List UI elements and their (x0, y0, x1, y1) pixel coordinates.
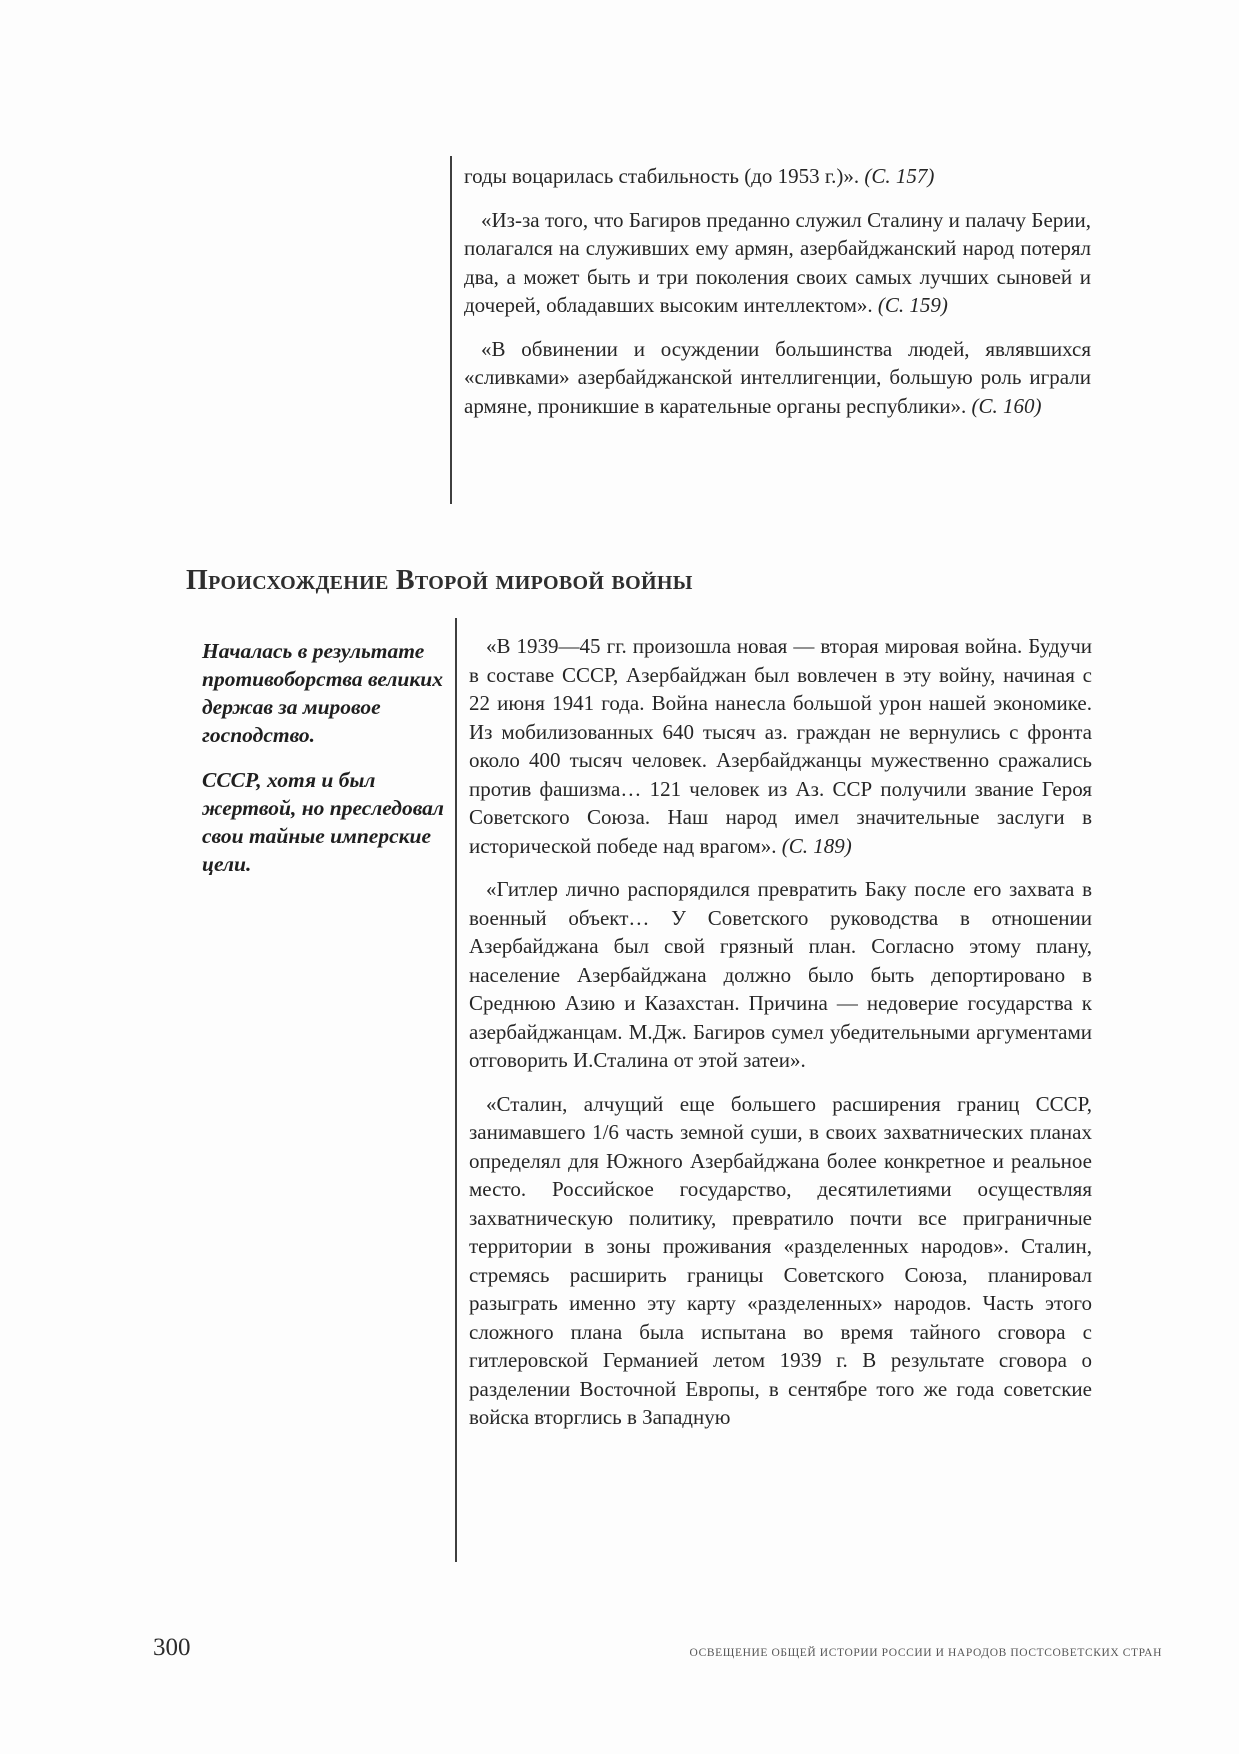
paragraph (202, 637, 452, 749)
paragraph (469, 1090, 1092, 1432)
page-citation: (С. 159) (877, 293, 948, 317)
quote-block-main (455, 618, 1092, 1562)
page-citation: (С. 160) (971, 393, 1042, 418)
paragraph (464, 206, 1091, 320)
paragraph (202, 766, 452, 878)
paragraph-text: СССР, хотя и был жертвой, но преследовал свои тайные имперские цели. (202, 768, 444, 876)
paragraph-text: Началась в результате противоборства великих держав за мировое господство. (202, 639, 443, 747)
page-citation: (С. 157) (864, 164, 935, 188)
quote-block-continuation (450, 156, 1091, 504)
running-footer: ОСВЕЩЕНИЕ ОБЩЕЙ ИСТОРИИ РОССИИ И НАРОДОВ ПОСТСОВЕТСКИХ СТРАН (689, 1647, 1162, 1659)
paragraph-text: годы воцарилась стабильность (до 1953 г.)». (464, 164, 860, 188)
paragraph-text: «Из-за того, что Багиров преданно служил Сталину и палачу Берии, полагался на служивших ему армян, азербайджанский народ потерял два, а может быть и три поколения своих самых лучших сыновей и дочерей, обладавших высоким интеллектом». (464, 207, 1091, 317)
margin-note (202, 637, 452, 878)
paragraph-text: «Сталин, алчущий еще большего расширения границ СССР, занимавшего 1/6 часть земной суши, в своих захватнических планах определял для Южного Азербайджана более конкретное и реальное место. Российское государство, десятилетиями осуществляя захватническую политику, превратило почти все приграничные территории в зоны проживания «разделенных народов». Сталин, стремясь расширить границы Советского Союза, планировал разыграть именно эту карту «разделенных» народов. Часть этого сложного плана была испытана во время тайного сговора с гитлеровской Германией летом 1939 г. В результате сговора о разделении Восточной Европы, в сентябре того же года советские войска вторглись в Западную (469, 1091, 1092, 1429)
paragraph (464, 335, 1091, 421)
page-citation: (С. 189) (781, 833, 852, 858)
paragraph (469, 875, 1092, 1075)
section-heading: Происхождение Второй мировой войны (186, 565, 693, 596)
page-number: 300 (153, 1634, 191, 1661)
paragraph-text: «В 1939—45 гг. произошла новая — вторая мировая война. Будучи в составе СССР, Азербайджан был вовлечен в эту войну, начиная с 22 июня 1941 года. Война нанесла большой урон нашей экономике. Из мобилизованных 640 тысяч аз. граждан не вернулись с фронта около 400 тысяч человек. Азербайджанцы мужественно сражались против фашизма… 121 человек из Аз. ССР получили звание Героя Советского Союза. Наш народ имел значительные заслуги в исторической победе над врагом». (469, 634, 1092, 858)
paragraph (464, 162, 1091, 191)
paragraph-text: «В обвинении и осуждении большинства людей, являвшихся «сливками» азербайджанской интеллигенции, большую роль играли армяне, проникшие в карательные органы республики». (464, 336, 1091, 418)
paragraph-text: «Гитлер лично распорядился превратить Баку после его захвата в военный объект… У Советского руководства в отношении Азербайджана был свой грязный план. Согласно этому плану, население Азербайджана должно было быть депортировано в Среднюю Азию и Казахстан. Причина — недоверие государства к азербайджанцам. М.Дж. Багиров сумел убедительными аргументами отговорить И.Сталина от этой затеи». (469, 877, 1092, 1072)
paragraph (469, 632, 1092, 860)
